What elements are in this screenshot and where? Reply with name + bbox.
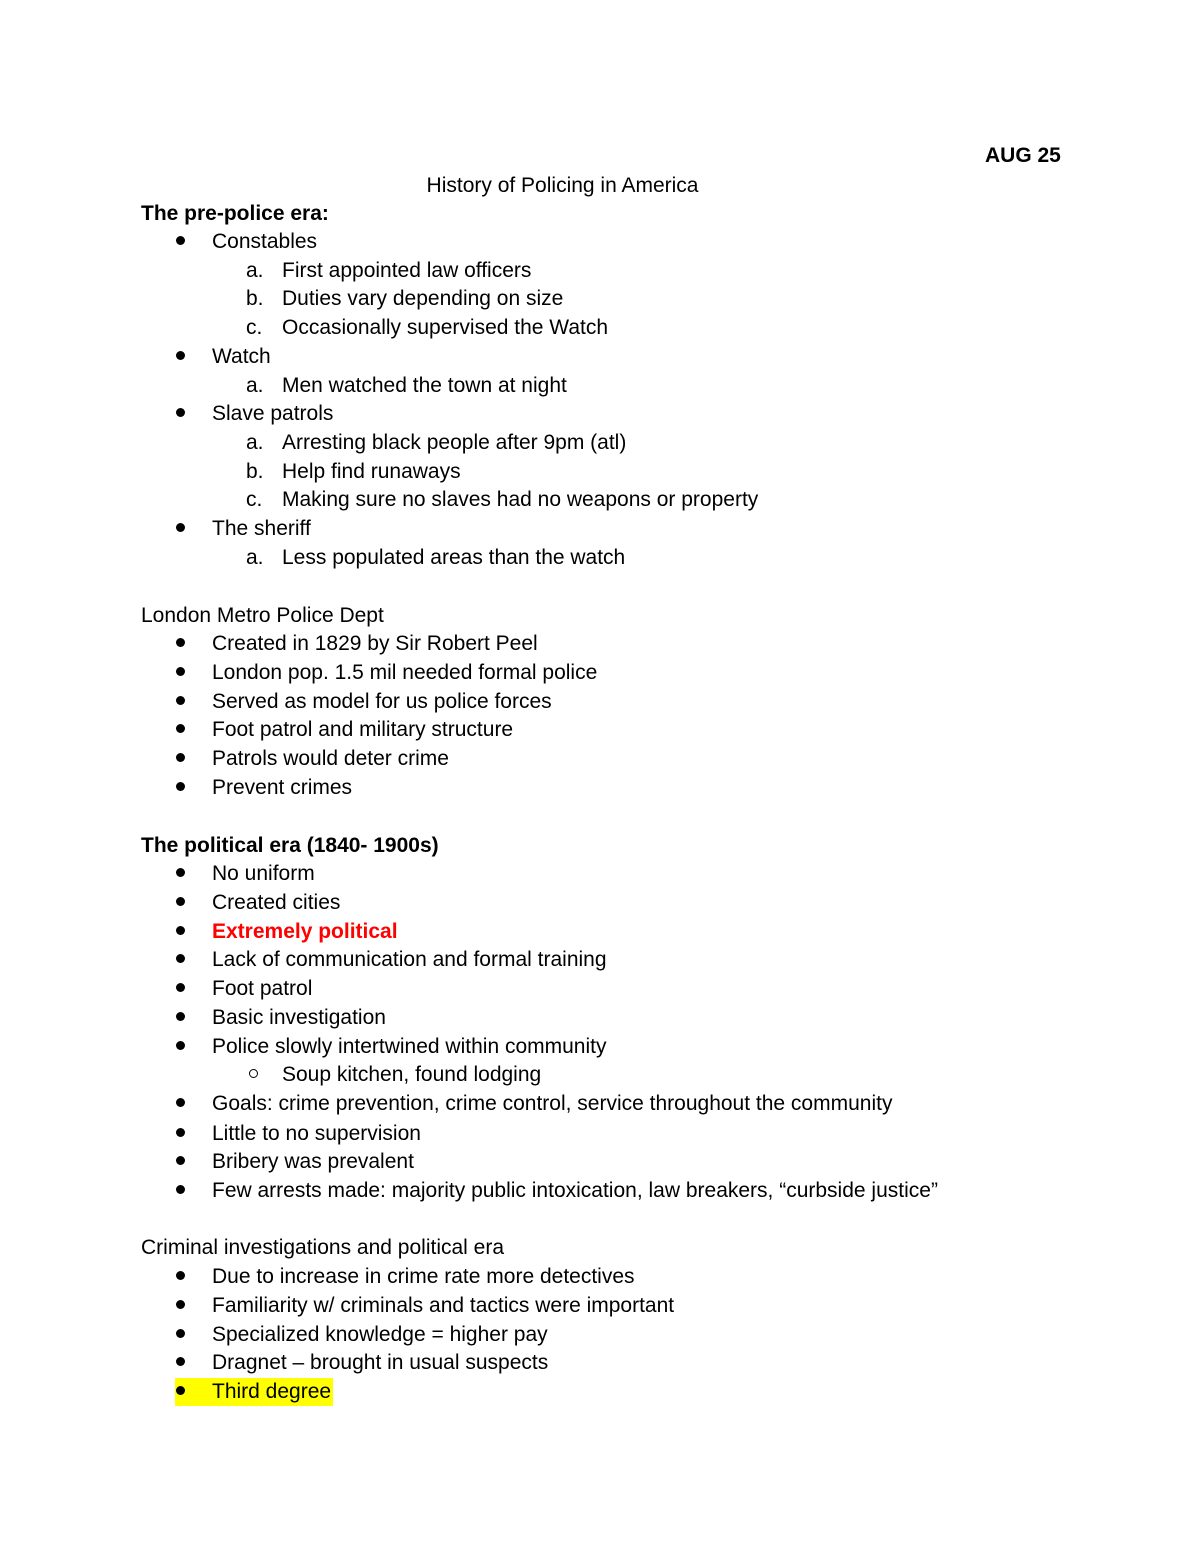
bullet-icon (176, 1041, 185, 1050)
emphasis-text: Extremely political (212, 920, 398, 943)
list-item: London pop. 1.5 mil needed formal police (175, 659, 597, 687)
document-title: History of Policing in America (426, 174, 699, 197)
bullet-icon (176, 696, 185, 705)
bullet-icon (176, 782, 185, 791)
section-heading-pre-police: The pre-police era: (141, 202, 329, 225)
bullet-icon (176, 1271, 185, 1280)
bullet-icon (176, 1098, 185, 1107)
list-item: Lack of communication and formal training (175, 946, 607, 974)
highlighted-list-item: Third degree (175, 1378, 333, 1406)
bullet-icon (176, 667, 185, 676)
list-item: Foot patrol (175, 975, 312, 1003)
bullet-icon (176, 1185, 185, 1194)
bullet-icon (176, 1156, 185, 1165)
list-item: Soup kitchen, found lodging (246, 1061, 541, 1089)
list-item: a. Men watched the town at night (246, 374, 567, 397)
section-heading-political: The political era (1840- 1900s) (141, 834, 439, 857)
hollow-bullet-icon (249, 1069, 258, 1078)
bullet-icon (176, 408, 185, 417)
list-item: Few arrests made: majority public intoxication, law breakers, “curbside justice” (175, 1177, 938, 1205)
bullet-icon (176, 1300, 185, 1309)
list-item: Dragnet – brought in usual suspects (175, 1349, 548, 1377)
list-item: Due to increase in crime rate more detectives (175, 1263, 635, 1291)
bullet-icon (176, 638, 185, 647)
bullet-icon (176, 1329, 185, 1338)
list-item: No uniform (175, 860, 315, 888)
section-heading-criminal: Criminal investigations and political era (141, 1236, 505, 1259)
list-item: c. Making sure no slaves had no weapons or property (246, 488, 759, 511)
list-item: Constables (175, 228, 317, 256)
bullet-icon (176, 926, 185, 935)
list-item: a. First appointed law officers (246, 259, 532, 282)
list-item: Specialized knowledge = higher pay (175, 1321, 548, 1349)
list-item: c. Occasionally supervised the Watch (246, 316, 609, 339)
list-item: The sheriff (175, 515, 311, 543)
list-item: Basic investigation (175, 1004, 386, 1032)
bullet-icon (176, 983, 185, 992)
list-item: Patrols would deter crime (175, 745, 449, 773)
list-item: Familiarity w/ criminals and tactics were important (175, 1292, 674, 1320)
bullet-icon (176, 351, 185, 360)
bullet-icon (176, 753, 185, 762)
list-item: a. Less populated areas than the watch (246, 546, 626, 569)
list-item: Police slowly intertwined within community (175, 1033, 606, 1061)
bullet-icon (176, 897, 185, 906)
bullet-icon (176, 1357, 185, 1366)
list-item: Watch (175, 343, 271, 371)
list-item (175, 918, 398, 946)
list-item: Bribery was prevalent (175, 1148, 414, 1176)
bullet-icon (176, 1128, 185, 1137)
document-date: AUG 25 (985, 144, 1061, 167)
bullet-icon (176, 1386, 185, 1395)
bullet-icon (176, 724, 185, 733)
list-item: Goals: crime prevention, crime control, service throughout the community (175, 1090, 892, 1118)
list-item: b. Help find runaways (246, 460, 461, 483)
list-item: Created cities (175, 889, 340, 917)
list-item: b. Duties vary depending on size (246, 287, 564, 310)
bullet-icon (176, 523, 185, 532)
list-item: Served as model for us police forces (175, 688, 552, 716)
bullet-icon (176, 868, 185, 877)
bullet-icon (176, 1012, 185, 1021)
list-item: Slave patrols (175, 400, 333, 428)
list-item: Little to no supervision (175, 1120, 421, 1148)
list-item: Prevent crimes (175, 774, 352, 802)
list-item: Created in 1829 by Sir Robert Peel (175, 630, 538, 658)
list-item: a. Arresting black people after 9pm (atl) (246, 431, 627, 454)
bullet-icon (176, 954, 185, 963)
list-item: Foot patrol and military structure (175, 716, 513, 744)
section-heading-london: London Metro Police Dept (141, 604, 384, 627)
bullet-icon (176, 236, 185, 245)
